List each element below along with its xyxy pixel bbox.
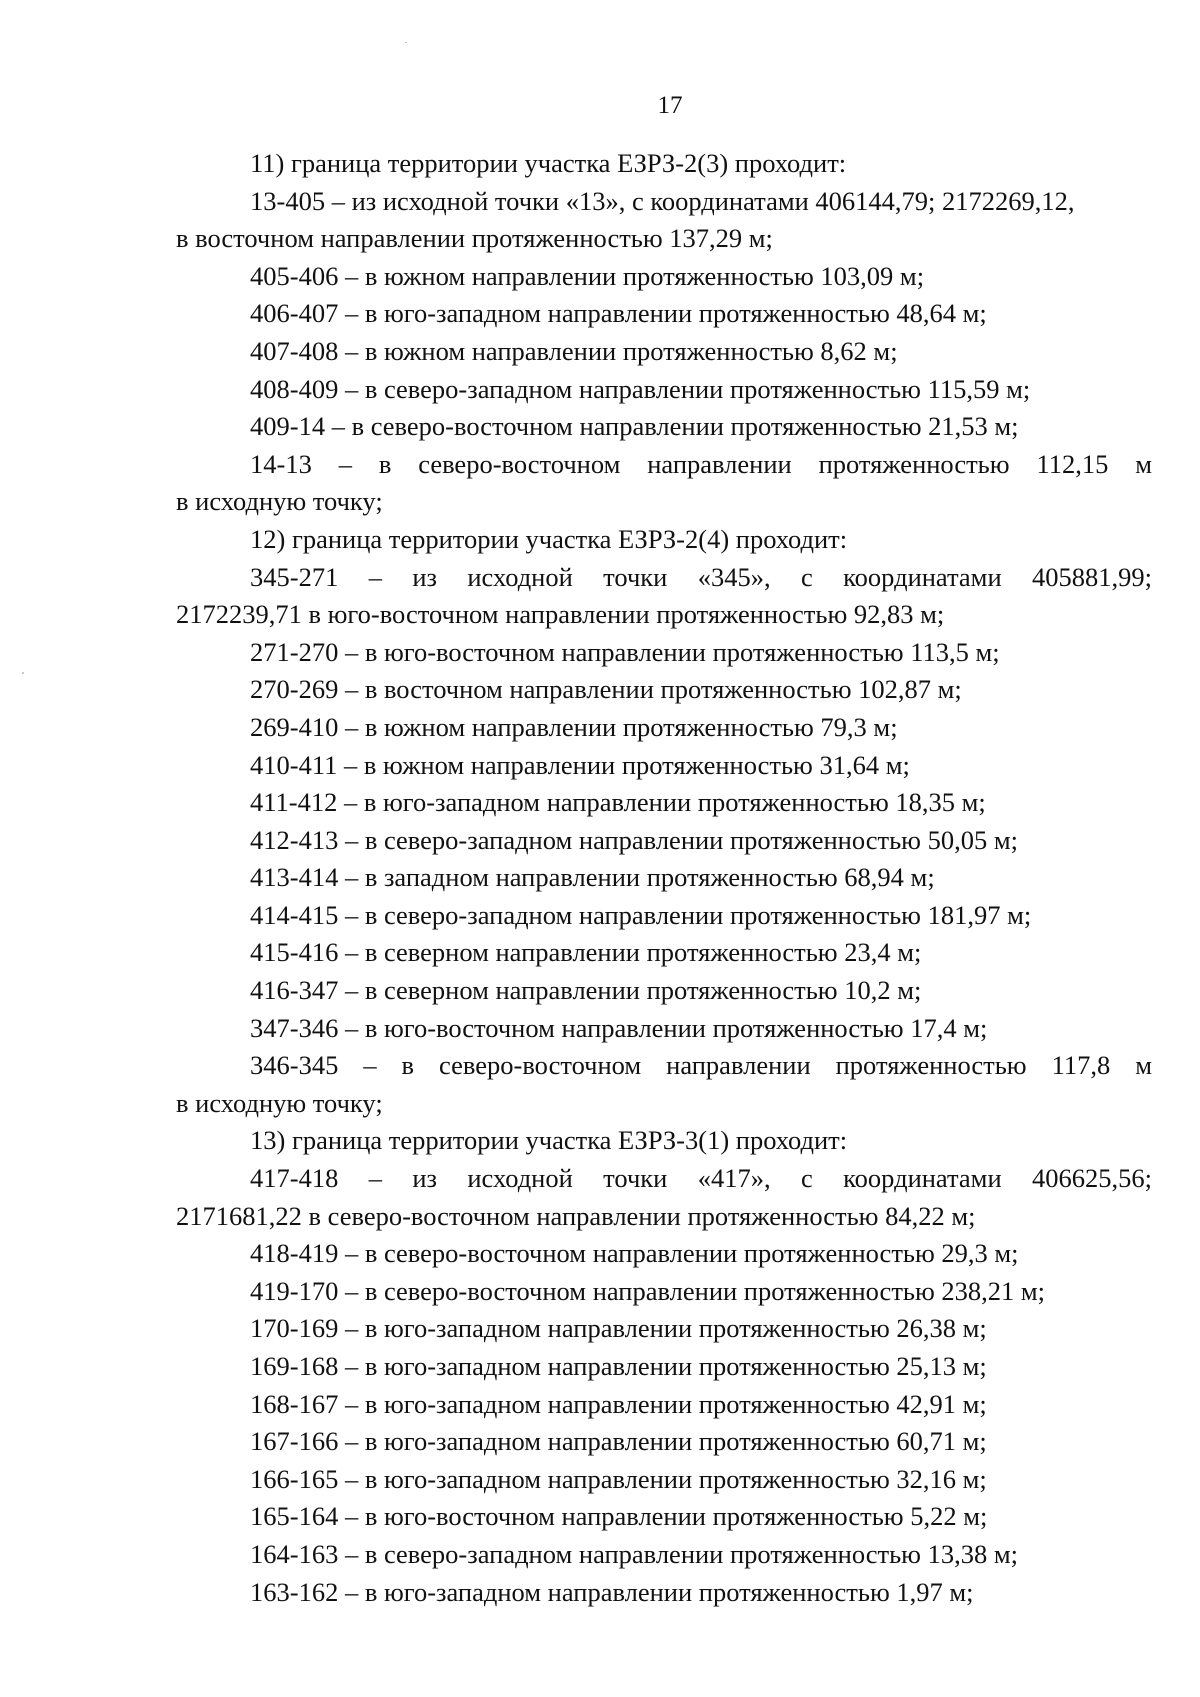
text-line: 415-416 – в северном направлении протяженностью 23,4 м; [250, 937, 922, 968]
text-line: 165-164 – в юго-восточном направлении протяженностью 5,22 м; [250, 1501, 988, 1532]
text-line: 11) граница территории участка ЕЗРЗ-2(3) проходит: [250, 148, 847, 178]
text-line: 417-418 – из исходной точки «417», с координатами 406625,56; [250, 1163, 1152, 1194]
text-line: 167-166 – в юго-западном направлении протяженностью 60,71 м; [250, 1426, 987, 1457]
text-line: 346-345 – в северо-восточном направлении протяженностью 117,8 м [250, 1050, 1152, 1081]
text-line: 347-346 – в юго-восточном направлении протяженностью 17,4 м; [250, 1012, 988, 1043]
text-line: в восточном направлении протяженностью 137,29 м; [176, 223, 773, 254]
text-line: 14-13 – в северо-восточном направлении протяженностью 112,15 м [250, 448, 1152, 479]
text-line: 411-412 – в юго-западном направлении протяженностью 18,35 м; [250, 787, 986, 818]
text-line: 170-169 – в юго-западном направлении протяженностью 26,38 м; [250, 1313, 987, 1344]
text-line: 2172239,71 в юго-восточном направлении протяженностью 92,83 м; [176, 599, 945, 630]
text-line: 418-419 – в северо-восточном направлении протяженностью 29,3 м; [250, 1238, 1019, 1269]
text-line: 13-405 – из исходной точки «13», с координатами 406144,79; 2172269,12, [250, 185, 1075, 216]
text-line: 410-411 – в южном направлении протяженностью 31,64 м; [250, 749, 910, 780]
text-line: 413-414 – в западном направлении протяженностью 68,94 м; [250, 862, 935, 893]
text-line: 412-413 – в северо-западном направлении протяженностью 50,05 м; [250, 824, 1018, 855]
text-line: 414-415 – в северо-западном направлении протяженностью 181,97 м; [250, 899, 1032, 930]
text-line: 163-162 – в юго-западном направлении протяженностью 1,97 м; [250, 1576, 974, 1607]
scan-speck [22, 672, 24, 674]
text-line: 271-270 – в юго-восточном направлении протяженностью 113,5 м; [250, 636, 1000, 667]
text-line: 416-347 – в северном направлении протяженностью 10,2 м; [250, 975, 922, 1006]
text-line: 409-14 – в северо-восточном направлении протяженностью 21,53 м; [250, 411, 1019, 442]
text-line: 405-406 – в южном направлении протяженностью 103,09 м; [250, 260, 925, 291]
text-line: 2171681,22 в северо-восточном направлении протяженностью 84,22 м; [176, 1200, 976, 1231]
text-line: 269-410 – в южном направлении протяженностью 79,3 м; [250, 711, 898, 742]
text-line: в исходную точку; [176, 1087, 383, 1118]
text-line: 13) граница территории участка ЕЗРЗ-3(1) проходит: [250, 1125, 848, 1156]
text-line: 168-167 – в юго-западном направлении протяженностью 42,91 м; [250, 1388, 987, 1419]
text-line: 408-409 – в северо-западном направлении протяженностью 115,59 м; [250, 373, 1031, 404]
text-line: 345-271 – из исходной точки «345», с координатами 405881,99; [250, 561, 1152, 592]
text-line: 166-165 – в юго-западном направлении протяженностью 32,16 м; [250, 1463, 987, 1494]
text-line: 270-269 – в восточном направлении протяженностью 102,87 м; [250, 674, 962, 705]
text-line: 419-170 – в северо-восточном направлении протяженностью 238,21 м; [250, 1275, 1046, 1306]
document-body [176, 145, 1152, 1611]
text-line: 164-163 – в северо-западном направлении протяженностью 13,38 м; [250, 1538, 1018, 1569]
text-line: 169-168 – в юго-западном направлении протяженностью 25,13 м; [250, 1351, 987, 1381]
text-line: 12) граница территории участка ЕЗРЗ-2(4) проходит: [250, 523, 848, 554]
text-line: 407-408 – в южном направлении протяженностью 8,62 м; [250, 335, 898, 366]
page-number: 17 [657, 92, 683, 119]
scan-speck [405, 42, 407, 43]
text-line: 406-407 – в юго-западном направлении протяженностью 48,64 м; [250, 298, 987, 329]
text-line: в исходную точку; [176, 486, 383, 517]
